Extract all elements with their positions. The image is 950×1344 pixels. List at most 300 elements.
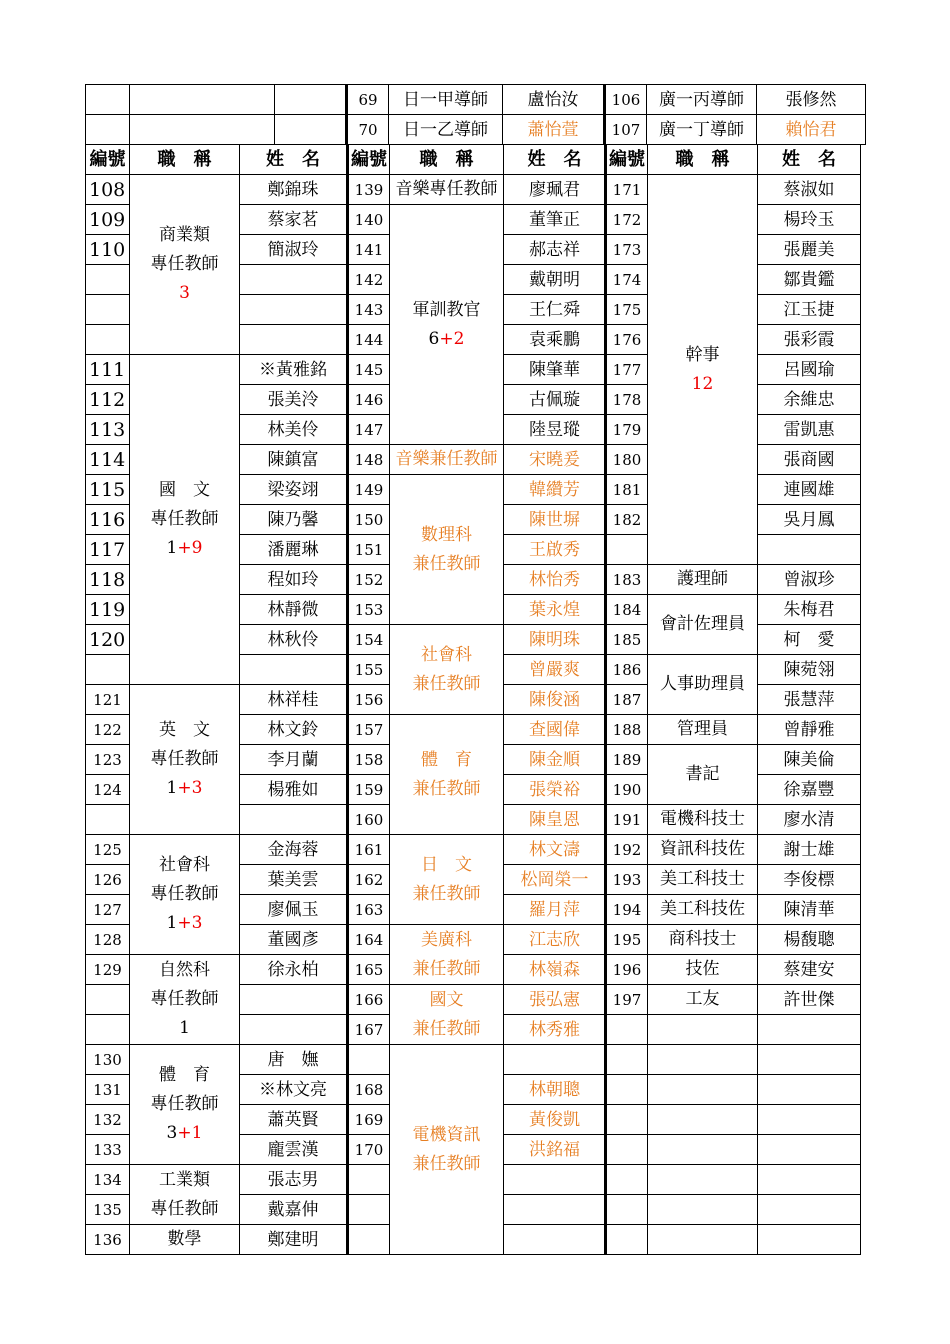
group-title — [648, 745, 758, 805]
row-number: 157 — [348, 715, 390, 745]
table-row — [606, 985, 861, 1015]
row-number — [86, 325, 130, 355]
person-name: 黃俊凱 — [504, 1105, 606, 1135]
row-number: 120 — [86, 625, 130, 655]
row-number: 129 — [86, 955, 130, 985]
table-row — [86, 835, 347, 865]
row-number: 142 — [348, 265, 390, 295]
person-name: 李月蘭 — [240, 745, 347, 775]
row-number: 182 — [606, 505, 648, 535]
row-number: 124 — [86, 775, 130, 805]
group-title-line: 工友 — [685, 989, 720, 1009]
row-number: 176 — [606, 325, 648, 355]
empty-cell — [606, 1195, 648, 1225]
person-name: 林秋伶 — [240, 625, 347, 655]
person-name — [504, 1195, 606, 1225]
header-row — [606, 145, 861, 175]
person-name: 徐嘉豐 — [758, 775, 861, 805]
person-name — [504, 1045, 606, 1075]
row-number — [86, 295, 130, 325]
person-name — [240, 325, 347, 355]
row-number: 171 — [606, 175, 648, 205]
row-number: 170 — [348, 1135, 390, 1165]
empty-cell — [606, 1165, 648, 1195]
group-count-extra: +9 — [177, 538, 203, 558]
person-name: 陳皇恩 — [504, 805, 606, 835]
person-name: 龐雲漢 — [240, 1135, 347, 1165]
group-count — [130, 534, 239, 563]
row-number: 156 — [348, 685, 390, 715]
row-number: 119 — [86, 595, 130, 625]
person-name — [504, 1225, 606, 1255]
person-name: 羅月萍 — [504, 895, 606, 925]
person-name — [240, 655, 347, 685]
person-name: 宋曉爰 — [504, 445, 606, 475]
group-title-line: 社會科 — [159, 855, 210, 875]
empty-cell — [758, 1135, 861, 1165]
row-number: 174 — [606, 265, 648, 295]
person-name: 楊馥聰 — [758, 925, 861, 955]
table-row — [348, 475, 606, 505]
empty-cell — [648, 1075, 758, 1105]
person-name: 陳鎮富 — [240, 445, 347, 475]
person-name: 程如玲 — [240, 565, 347, 595]
row-number — [86, 655, 130, 685]
person-name: 郝志祥 — [504, 235, 606, 265]
group-title-line: 商業類 — [159, 225, 210, 245]
person-name: 朱梅君 — [758, 595, 861, 625]
group-title-line: 人事助理員 — [660, 674, 745, 694]
row-number: 197 — [606, 985, 648, 1015]
group-title-line: 美工科技士 — [660, 869, 745, 889]
row-number: 164 — [348, 925, 390, 955]
row-number: 123 — [86, 745, 130, 775]
person-name: 鄒貴鑑 — [758, 265, 861, 295]
group-title-line: 美廣科 — [421, 929, 472, 950]
empty-cell — [606, 1015, 648, 1045]
empty-cell — [648, 1045, 758, 1075]
empty-cell — [758, 1165, 861, 1195]
table-row — [348, 835, 606, 865]
empty-cell — [648, 1135, 758, 1165]
person-name: 陳世塀 — [504, 505, 606, 535]
group-title-line: 日 文 — [421, 854, 472, 875]
person-name: 蔡建安 — [758, 955, 861, 985]
row-number: 154 — [348, 625, 390, 655]
person-name: 曾靜雅 — [758, 715, 861, 745]
group-title — [390, 445, 504, 475]
empty-cell — [606, 1105, 648, 1135]
row-number: 146 — [348, 385, 390, 415]
group-title-line: 管理員 — [677, 719, 728, 739]
row-number — [86, 805, 130, 835]
row-number: 188 — [606, 715, 648, 745]
group-title-line: 兼任教師 — [412, 673, 481, 694]
row-number: 196 — [606, 955, 648, 985]
row-number: 153 — [348, 595, 390, 625]
row-number: 131 — [86, 1075, 130, 1105]
group-title — [648, 865, 758, 895]
group-title — [390, 925, 504, 985]
row-number: 152 — [348, 565, 390, 595]
person-name: 蕭怡萱 — [503, 115, 605, 145]
row-number — [86, 1015, 130, 1045]
group-title-line: 護理師 — [677, 569, 728, 589]
empty-cell — [758, 1225, 861, 1255]
row-number: 162 — [348, 865, 390, 895]
group-title-line: 電機科技士 — [660, 809, 745, 829]
person-name — [504, 1165, 606, 1195]
row-number: 110 — [86, 235, 130, 265]
group-title-line: 軍訓教官 — [412, 299, 481, 320]
job-title: 廣一丁導師 — [647, 115, 757, 145]
table-row — [606, 805, 861, 835]
group-title — [130, 355, 240, 685]
person-name: 李俊標 — [758, 865, 861, 895]
group-title-line: 自然科 — [159, 960, 210, 980]
person-name: 戴嘉伸 — [240, 1195, 347, 1225]
person-name: 林美伶 — [240, 415, 347, 445]
row-number: 128 — [86, 925, 130, 955]
empty-row — [606, 1225, 861, 1255]
row-number: 193 — [606, 865, 648, 895]
row-number: 121 — [86, 685, 130, 715]
person-name: 林靜微 — [240, 595, 347, 625]
person-name: 張慧萍 — [758, 685, 861, 715]
header-number: 編號 — [86, 145, 130, 175]
person-name: 曾淑珍 — [758, 565, 861, 595]
row-number: 190 — [606, 775, 648, 805]
person-name — [758, 535, 861, 565]
group-title — [648, 175, 758, 565]
group-title-line: 專任教師 — [150, 509, 219, 529]
row-number: 122 — [86, 715, 130, 745]
roster-section-3 — [604, 144, 861, 1255]
person-name: 鄭建明 — [240, 1225, 347, 1255]
table-row — [606, 565, 861, 595]
row-number — [348, 1225, 390, 1255]
group-title — [648, 565, 758, 595]
group-title-line: 工業類 — [159, 1169, 210, 1190]
empty-cell — [648, 1015, 758, 1045]
group-title — [130, 1165, 240, 1225]
row-number — [348, 1165, 390, 1195]
person-name: 張志男 — [240, 1165, 347, 1195]
row-number: 173 — [606, 235, 648, 265]
person-name: 梁姿翊 — [240, 475, 347, 505]
person-name: 江志欣 — [504, 925, 606, 955]
group-title-line: 社會科 — [421, 644, 472, 665]
job-title: 日一乙導師 — [389, 115, 503, 145]
row-number: 166 — [348, 985, 390, 1015]
row-number: 192 — [606, 835, 648, 865]
group-title-line: 美工科技佐 — [660, 899, 745, 919]
group-count-value: 1 — [179, 1018, 190, 1038]
row-number: 141 — [348, 235, 390, 265]
empty-cell — [606, 1075, 648, 1105]
group-count-value: 3 — [179, 283, 190, 303]
group-title-line: 數學 — [167, 1229, 202, 1249]
person-name: ※黃雅銘 — [240, 355, 347, 385]
row-number: 155 — [348, 655, 390, 685]
row-number: 106 — [605, 85, 647, 115]
row-number: 115 — [86, 475, 130, 505]
row-number: 150 — [348, 505, 390, 535]
person-name: 許世傑 — [758, 985, 861, 1015]
table-row — [606, 925, 861, 955]
group-title — [390, 205, 504, 445]
row-number: 165 — [348, 955, 390, 985]
group-title-line: 商科技士 — [668, 929, 737, 949]
person-name: 王啟秀 — [504, 535, 606, 565]
header-title: 職 稱 — [130, 145, 240, 175]
header-name: 姓 名 — [504, 145, 606, 175]
group-title — [130, 955, 240, 1045]
group-title-line: 體 育 — [159, 1065, 210, 1085]
header-number: 編號 — [606, 145, 648, 175]
table-row — [348, 445, 606, 475]
row-number: 191 — [606, 805, 648, 835]
group-title-line: 兼任教師 — [412, 778, 481, 799]
group-title — [390, 1045, 504, 1255]
group-title-line: 音樂兼任教師 — [395, 449, 498, 469]
row-number: 140 — [348, 205, 390, 235]
person-name: 陳俊涵 — [504, 685, 606, 715]
person-name: 連國雄 — [758, 475, 861, 505]
table-row — [606, 715, 861, 745]
group-count-value: 6 — [428, 328, 440, 349]
group-title-line: 專任教師 — [150, 884, 219, 904]
person-name: 江玉捷 — [758, 295, 861, 325]
group-count-extra: +2 — [439, 328, 465, 349]
group-title — [390, 475, 504, 625]
group-count-extra: +1 — [177, 1123, 203, 1143]
empty-cell — [758, 1045, 861, 1075]
group-title-line: 專任教師 — [150, 1094, 219, 1114]
empty-cell — [758, 1195, 861, 1225]
table-row — [348, 715, 606, 745]
row-number: 186 — [606, 655, 648, 685]
row-number: 185 — [606, 625, 648, 655]
person-name: 洪銘福 — [504, 1135, 606, 1165]
person-name — [240, 265, 347, 295]
person-name: 盧怡汝 — [503, 85, 605, 115]
person-name: ※林文亮 — [240, 1075, 347, 1105]
header-name: 姓 名 — [240, 145, 347, 175]
person-name: 查國偉 — [504, 715, 606, 745]
empty-cell — [758, 1105, 861, 1135]
person-name: 林文濤 — [504, 835, 606, 865]
person-name: 張商國 — [758, 445, 861, 475]
group-title — [130, 1225, 240, 1255]
group-title — [390, 715, 504, 835]
roster-section-1 — [85, 144, 347, 1255]
person-name: 廖珮君 — [504, 175, 606, 205]
person-name: 謝士雄 — [758, 835, 861, 865]
group-title — [130, 685, 240, 835]
group-title — [130, 175, 240, 355]
row-number: 147 — [348, 415, 390, 445]
table-row — [606, 655, 861, 685]
row-number: 132 — [86, 1105, 130, 1135]
empty-cell — [758, 1075, 861, 1105]
row-number: 111 — [86, 355, 130, 385]
empty-row — [606, 1015, 861, 1045]
person-name: 唐 嫵 — [240, 1045, 347, 1075]
group-title — [648, 925, 758, 955]
group-title-line: 國文 — [429, 989, 464, 1010]
row-number: 107 — [605, 115, 647, 145]
group-count-value: 3 — [166, 1123, 178, 1143]
empty-row — [606, 1075, 861, 1105]
person-name: 吳月鳳 — [758, 505, 861, 535]
table-row — [606, 955, 861, 985]
person-name: 陳清華 — [758, 895, 861, 925]
table-row — [348, 1045, 606, 1075]
empty-row — [606, 1195, 861, 1225]
table-row — [606, 895, 861, 925]
group-title — [390, 985, 504, 1045]
row-number: 175 — [606, 295, 648, 325]
group-title-line: 兼任教師 — [412, 1018, 481, 1039]
group-title — [648, 835, 758, 865]
row-number: 163 — [348, 895, 390, 925]
row-number: 181 — [606, 475, 648, 505]
person-name: 古佩璇 — [504, 385, 606, 415]
group-title — [648, 655, 758, 715]
table-row — [348, 925, 606, 955]
row-number: 109 — [86, 205, 130, 235]
row-number: 126 — [86, 865, 130, 895]
group-title — [130, 835, 240, 955]
group-title-line: 書記 — [685, 764, 720, 784]
job-title: 廣一丙導師 — [647, 85, 757, 115]
table-row — [348, 625, 606, 655]
group-title — [390, 835, 504, 925]
group-title-line: 會計佐理員 — [660, 614, 745, 634]
person-name: 柯 愛 — [758, 625, 861, 655]
group-count-extra: +3 — [177, 913, 203, 933]
group-title-line: 數理科 — [421, 524, 472, 545]
empty-cell — [648, 1105, 758, 1135]
group-title-line: 資訊科技佐 — [660, 839, 745, 859]
group-title-line: 專任教師 — [150, 989, 219, 1009]
person-name: 簡淑玲 — [240, 235, 347, 265]
group-title-line: 國 文 — [159, 480, 210, 500]
group-count-value: 12 — [691, 373, 714, 394]
group-count — [130, 909, 239, 938]
empty-row — [606, 1165, 861, 1195]
row-number: 133 — [86, 1135, 130, 1165]
table-row — [606, 595, 861, 625]
person-name: 鄭錦珠 — [240, 175, 347, 205]
row-number: 130 — [86, 1045, 130, 1075]
person-name: 陳乃馨 — [240, 505, 347, 535]
row-number: 108 — [86, 175, 130, 205]
person-name: 戴朝明 — [504, 265, 606, 295]
row-number: 149 — [348, 475, 390, 505]
row-number: 135 — [86, 1195, 130, 1225]
group-count-value: 1 — [166, 913, 178, 933]
row-number: 158 — [348, 745, 390, 775]
group-count — [130, 1119, 239, 1148]
group-title-line: 技佐 — [685, 959, 720, 979]
group-count — [390, 325, 503, 354]
group-title-line: 專任教師 — [150, 1198, 219, 1219]
top-rows-table — [85, 84, 866, 145]
group-title — [390, 625, 504, 715]
table-row — [348, 175, 606, 205]
group-title-line: 英 文 — [159, 720, 210, 740]
person-name — [240, 295, 347, 325]
table-row — [86, 685, 347, 715]
row-number: 189 — [606, 745, 648, 775]
person-name: 葉美雲 — [240, 865, 347, 895]
person-name: 林文鈴 — [240, 715, 347, 745]
row-number: 178 — [606, 385, 648, 415]
group-title — [648, 895, 758, 925]
person-name: 陳菀翎 — [758, 655, 861, 685]
table-row — [86, 1045, 347, 1075]
table-row — [86, 1165, 347, 1195]
header-title: 職 稱 — [390, 145, 504, 175]
person-name: 陸昱瑽 — [504, 415, 606, 445]
table-row — [86, 1225, 347, 1255]
row-number: 184 — [606, 595, 648, 625]
person-name: 楊雅如 — [240, 775, 347, 805]
row-number — [86, 265, 130, 295]
person-name: 松岡榮一 — [504, 865, 606, 895]
row-number: 183 — [606, 565, 648, 595]
row-number: 167 — [348, 1015, 390, 1045]
empty-row — [606, 1135, 861, 1165]
person-name: 張榮裕 — [504, 775, 606, 805]
group-title — [648, 805, 758, 835]
table-row — [348, 205, 606, 235]
person-name: 余維忠 — [758, 385, 861, 415]
person-name: 曾嚴爽 — [504, 655, 606, 685]
person-name: 林祥桂 — [240, 685, 347, 715]
group-title-line: 體 育 — [421, 749, 472, 770]
group-title — [390, 175, 504, 205]
group-count — [130, 279, 239, 308]
person-name: 廖佩玉 — [240, 895, 347, 925]
table-row — [348, 985, 606, 1015]
empty-cell — [606, 1045, 648, 1075]
row-number: 160 — [348, 805, 390, 835]
person-name: 董筆正 — [504, 205, 606, 235]
person-name: 雷凱惠 — [758, 415, 861, 445]
table-row — [86, 955, 347, 985]
person-name — [240, 1015, 347, 1045]
row-number: 194 — [606, 895, 648, 925]
person-name: 張麗美 — [758, 235, 861, 265]
group-count-value: 1 — [166, 778, 178, 798]
group-title — [648, 715, 758, 745]
table-row — [606, 175, 861, 205]
table-row — [606, 745, 861, 775]
row-number: 148 — [348, 445, 390, 475]
row-number: 180 — [606, 445, 648, 475]
person-name — [240, 985, 347, 1015]
row-number: 151 — [348, 535, 390, 565]
top-row — [86, 115, 866, 145]
group-title-line: 兼任教師 — [412, 883, 481, 904]
group-title — [130, 1045, 240, 1165]
row-number: 127 — [86, 895, 130, 925]
group-title-line: 專任教師 — [150, 254, 219, 274]
person-name: 張修然 — [757, 85, 866, 115]
